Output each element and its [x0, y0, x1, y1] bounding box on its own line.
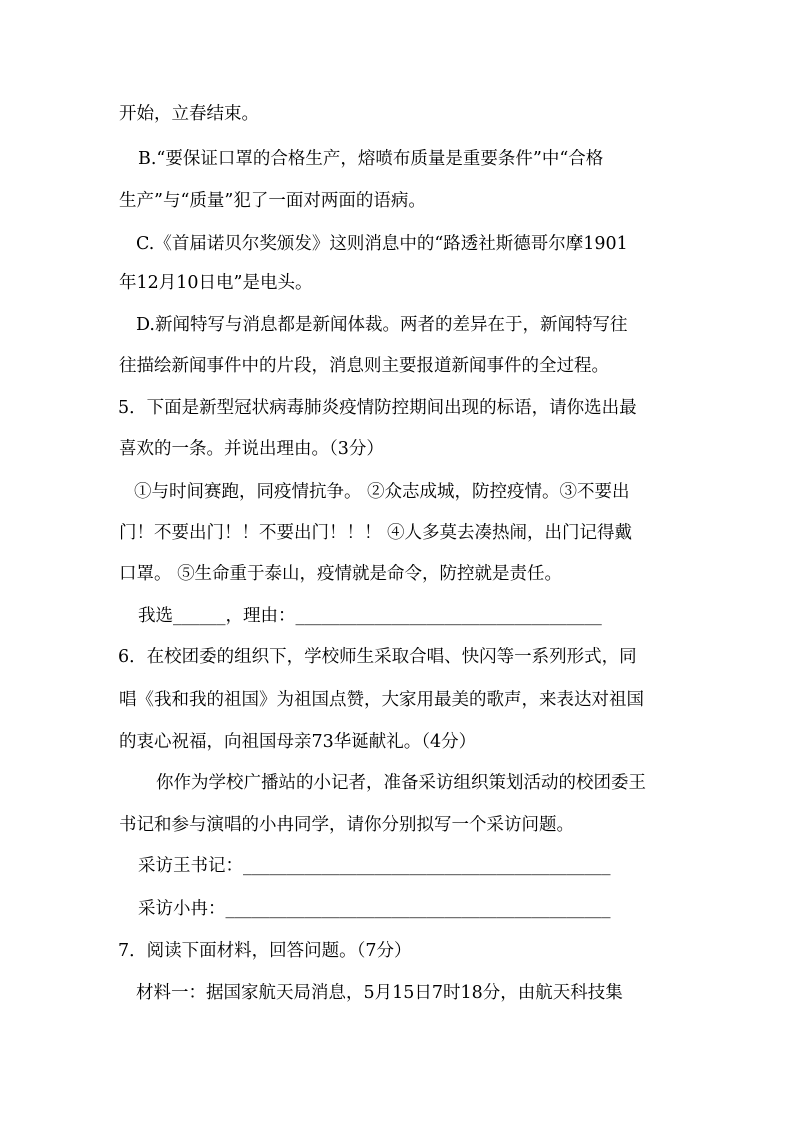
question-6-task-line-2: 书记和参与演唱的小冉同学，请你分别拟写一个采访问题。 — [119, 815, 574, 835]
option-d-line-2: 往描绘新闻事件中的片段，消息则主要报道新闻事件的全过程。 — [119, 356, 609, 376]
option-c-line-1: C.《首届诺贝尔奖颁发》这则消息中的“路透社斯德哥尔摩1901 — [136, 234, 628, 254]
material-one-line-1: 材料一：据国家航天局消息，5月15日7时18分，由航天科技集 — [136, 983, 623, 1003]
slogans-line-1: ①与时间赛跑，同疫情抗争。 ②众志成城，防控疫情。③不要出 — [134, 482, 630, 502]
option-d-line-1: D.新闻特写与消息都是新闻体裁。两者的差异在于，新闻特写往 — [136, 315, 628, 335]
option-b-line-2: 生产”与“质量”犯了一面对两面的语病。 — [119, 191, 426, 211]
question-5-line-2: 喜欢的一条。并说出理由。（3分） — [119, 439, 384, 459]
question-6-line-3: 的衷心祝福，向祖国母亲73华诞献礼。（4分） — [119, 732, 477, 752]
question-6-task-line-1: 你作为学校广播站的小记者，准备采访组织策划活动的校团委王 — [156, 773, 646, 793]
question-6-line-2: 唱《我和我的祖国》为祖国点赞，大家用最美的歌声，来表达对祖国 — [119, 690, 644, 710]
answer-blank-secretary: 采访王书记：__________________________________________ — [138, 856, 611, 876]
question-5-line-1: 5．下面是新型冠状病毒肺炎疫情防控期间出现的标语，请你选出最 — [118, 398, 637, 418]
text-line-continuation: 开始，立春结束。 — [119, 104, 259, 124]
answer-blank-q5: 我选______，理由：___________________________________ — [138, 606, 602, 626]
question-7-line-1: 7．阅读下面材料，回答问题。（7分） — [118, 941, 412, 961]
slogans-line-2: 门！不要出门！！不要出门！！！ ④人多莫去凑热闹，出门记得戴 — [119, 523, 633, 543]
answer-blank-student: 采访小冉：____________________________________________ — [138, 899, 611, 919]
slogans-line-3: 口罩。 ⑤生命重于泰山，疫情就是命令，防控就是责任。 — [119, 564, 563, 584]
option-c-line-2: 年12月10日电”是电头。 — [119, 273, 313, 293]
question-6-line-1: 6．在校团委的组织下，学校师生采取合唱、快闪等一系列形式，同 — [118, 647, 637, 667]
option-b-line-1: B.“要保证口罩的合格生产，熔喷布质量是重要条件”中“合格 — [138, 149, 604, 169]
